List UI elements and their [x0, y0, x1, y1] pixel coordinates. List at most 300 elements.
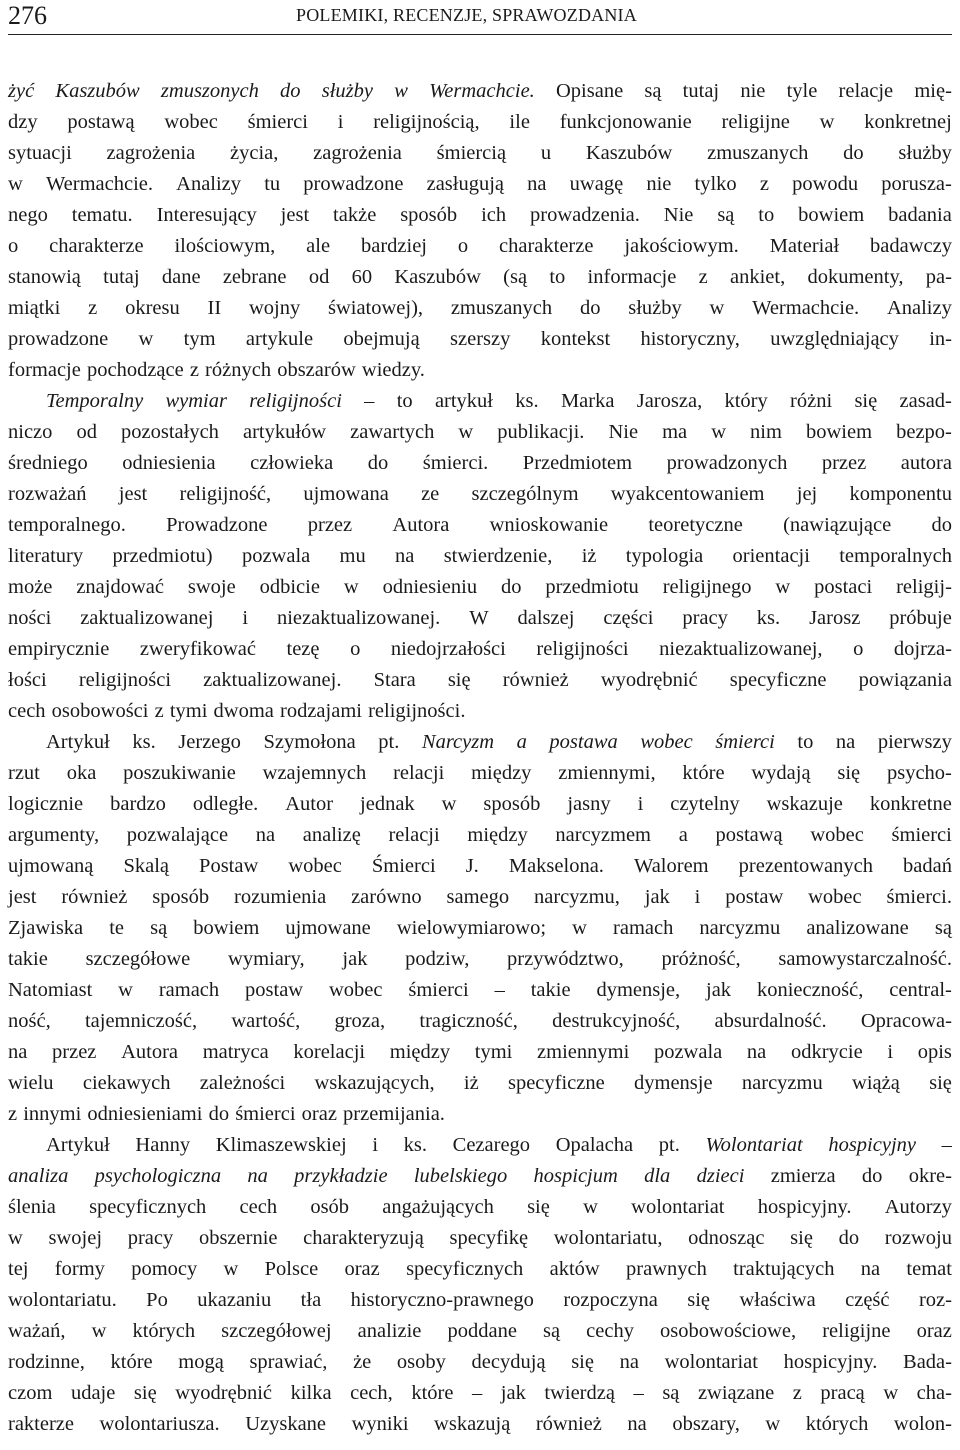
word: postawą	[67, 111, 135, 133]
word: niedojrzałości	[390, 638, 506, 660]
word: o	[853, 638, 864, 660]
word: Opracowa-	[860, 1010, 952, 1032]
word: się	[854, 390, 878, 412]
word: –	[364, 390, 375, 412]
word: okre-	[908, 1165, 952, 1187]
word: są	[543, 1320, 561, 1342]
word: i	[887, 1041, 894, 1063]
word: prowadzonych	[666, 452, 788, 474]
word: ważań,	[8, 1320, 66, 1342]
word: kilka	[290, 1382, 332, 1404]
word: się	[447, 669, 471, 691]
word: Walorem	[633, 855, 709, 877]
word: Postaw	[199, 855, 259, 877]
word: to	[797, 731, 814, 753]
word: dymensje,	[596, 979, 681, 1001]
word: uwzględniający	[770, 328, 899, 350]
text-line	[8, 138, 952, 169]
word: do	[838, 1227, 860, 1249]
text-line	[8, 1347, 952, 1378]
word: ankiet,	[729, 266, 786, 288]
word: Kaszubów	[394, 266, 481, 288]
word: funkcjonowanie	[559, 111, 692, 133]
word: konieczność,	[756, 979, 864, 1001]
word: dzy	[8, 111, 38, 133]
word: (nawiązujące	[783, 514, 892, 536]
word: Materiał	[769, 235, 840, 257]
word: jest	[118, 483, 148, 505]
word: są	[644, 80, 662, 102]
word: postaci	[814, 576, 873, 598]
word: ks.	[515, 390, 539, 412]
word: wskazuje	[766, 793, 843, 815]
word: w	[441, 793, 457, 815]
word: są	[662, 1382, 680, 1404]
word: bowiem	[806, 421, 873, 443]
word: ich	[481, 204, 507, 226]
word: jakościowym.	[624, 235, 739, 257]
text-line	[8, 479, 952, 510]
word: śmierci.	[886, 886, 952, 908]
word: Makselona.	[508, 855, 604, 877]
word: relacji	[388, 824, 440, 846]
word: wymiary,	[228, 948, 305, 970]
word: charakteryzują	[303, 1227, 424, 1249]
word: obszary,	[672, 1413, 740, 1435]
italic-word: wobec	[640, 731, 693, 753]
word: zawartych	[350, 421, 435, 443]
word: wolontariat	[631, 1196, 725, 1218]
word: rzut	[8, 762, 40, 784]
italic-word: dla	[644, 1165, 671, 1187]
word: i	[694, 886, 701, 908]
word: zmuszanych	[450, 297, 553, 319]
word: pozwala	[241, 545, 311, 567]
word: które	[682, 762, 725, 784]
word: formy	[54, 1258, 105, 1280]
italic-word: na	[247, 1165, 268, 1187]
word: oka	[66, 762, 97, 784]
word: są	[150, 917, 168, 939]
word: publikacji.	[497, 421, 585, 443]
word: Autor	[285, 793, 334, 815]
italic-word: Wermachcie.	[429, 80, 535, 102]
word: wobec	[810, 824, 864, 846]
italic-word: Narcyzm	[421, 731, 495, 753]
word: Stara	[373, 669, 416, 691]
word: na	[8, 1041, 28, 1063]
text-line	[8, 1223, 952, 1254]
word: do	[843, 142, 864, 164]
word: komponentu	[849, 483, 952, 505]
word: życia,	[230, 142, 279, 164]
word: Nie	[608, 421, 639, 443]
word: jak	[342, 948, 368, 970]
word: wielowymiarowo;	[396, 917, 547, 939]
word: przedmiotu	[545, 576, 639, 598]
word: na	[255, 824, 276, 846]
word: sytuacji	[8, 142, 72, 164]
word: tła	[300, 1289, 322, 1311]
word: Hanny	[135, 1134, 191, 1156]
word: odniesieniu	[382, 576, 478, 598]
word: argumenty,	[8, 824, 100, 846]
word: sposób	[483, 793, 541, 815]
word: religijności	[78, 669, 172, 691]
word: służby	[628, 297, 682, 319]
word: religijne	[721, 111, 790, 133]
word: ności	[8, 607, 52, 629]
word: jest	[8, 886, 37, 908]
text-line	[8, 1285, 952, 1316]
text-line	[8, 107, 952, 138]
word: dane	[161, 266, 201, 288]
word: odkrycie	[790, 1041, 863, 1063]
word: Cezarego	[452, 1134, 531, 1156]
italic-word: zmuszonych	[160, 80, 259, 102]
word: wyakcentowaniem	[610, 483, 765, 505]
word: tyle	[786, 80, 818, 102]
word: wartość,	[231, 1010, 301, 1032]
text-line	[8, 913, 952, 944]
text-line	[8, 1161, 952, 1192]
word: nie	[740, 80, 766, 102]
word: wyodrębnić	[600, 669, 698, 691]
word: ks.	[756, 607, 781, 629]
word: artykułów	[242, 421, 327, 443]
word: badań	[903, 855, 952, 877]
word: pracą	[820, 1382, 865, 1404]
text-line	[8, 665, 952, 696]
word: Skalą	[123, 855, 169, 877]
word: powiązania	[858, 669, 952, 691]
word: które	[411, 1382, 454, 1404]
running-head-title: POLEMIKI, RECENZJE, SPRAWOZDANIA	[296, 5, 637, 25]
word: ujmowaną	[8, 855, 94, 877]
word: tutaj	[682, 80, 720, 102]
word: zaktualizowanej.	[203, 669, 342, 691]
word: angażujących	[382, 1196, 494, 1218]
word: których	[132, 1320, 196, 1342]
word: których	[805, 1413, 869, 1435]
word: J.	[465, 855, 479, 877]
word: tutaj	[103, 266, 140, 288]
italic-word: do	[280, 80, 301, 102]
word: nim	[750, 421, 782, 443]
word: zasad-	[899, 390, 952, 412]
word: o	[8, 235, 19, 257]
word: informacje	[587, 266, 677, 288]
word: samowystarczalność.	[778, 948, 952, 970]
text-line	[8, 355, 952, 386]
text-line	[8, 1099, 952, 1130]
word: ze	[421, 483, 440, 505]
word: (są	[503, 266, 528, 288]
text-line	[8, 727, 952, 758]
word: okresu	[125, 297, 180, 319]
word: Interesujący	[156, 204, 257, 226]
word: na	[746, 1041, 767, 1063]
word: korelacji	[293, 1041, 366, 1063]
word: to	[758, 204, 775, 226]
italic-word: lubelskiego	[413, 1165, 508, 1187]
word: zebrane	[222, 266, 287, 288]
text-line	[8, 789, 952, 820]
word: prowadzenia.	[530, 204, 640, 226]
word: się	[527, 1196, 550, 1218]
word: śmierci	[408, 979, 469, 1001]
word: od	[308, 266, 330, 288]
word: w	[343, 576, 359, 598]
word: próżność,	[661, 948, 741, 970]
word: wskazujących,	[314, 1072, 435, 1094]
italic-word: śmierci	[715, 731, 775, 753]
word: średniego	[8, 452, 88, 474]
word: postawą	[715, 824, 783, 846]
word: specyfikę	[449, 1227, 529, 1249]
text-line	[8, 1130, 952, 1161]
word: zarówno	[351, 886, 422, 908]
word: W	[469, 607, 489, 629]
word: w	[91, 1320, 107, 1342]
word: dojrza-	[893, 638, 952, 660]
word: uwagę	[569, 173, 624, 195]
word: również	[61, 886, 128, 908]
word: różni	[790, 390, 833, 412]
word: rozwoju	[884, 1227, 952, 1249]
word: wolontariat	[664, 1351, 758, 1373]
word: ciekawych	[82, 1072, 171, 1094]
text-line	[8, 603, 952, 634]
word: bezpo-	[896, 421, 952, 443]
word: w	[765, 1413, 781, 1435]
word: wzajemnych	[262, 762, 367, 784]
word: cech,	[350, 1382, 393, 1404]
word: do	[861, 1165, 883, 1187]
word: jak	[706, 979, 732, 1001]
word: obejmują	[343, 328, 420, 350]
word: w	[711, 421, 726, 443]
word: tymi	[474, 1041, 513, 1063]
word: z	[759, 173, 769, 195]
text-line	[8, 448, 952, 479]
word: religijności	[536, 638, 629, 660]
italic-word: służby	[321, 80, 373, 102]
word: charakterze	[49, 235, 144, 257]
word: rozpoczyna	[563, 1289, 658, 1311]
word: czytelny	[670, 793, 740, 815]
text-line	[8, 169, 952, 200]
word: logicznie	[8, 793, 84, 815]
word: Artykuł	[46, 1134, 110, 1156]
word: który	[724, 390, 768, 412]
word: bowiem	[193, 917, 260, 939]
word: Autorzy	[884, 1196, 952, 1218]
word: czom	[8, 1382, 53, 1404]
word: postaw	[725, 886, 784, 908]
word: wobec	[164, 111, 218, 133]
text-line	[8, 572, 952, 603]
word: się	[929, 1072, 952, 1094]
word: narcyzmem	[555, 824, 652, 846]
word: u	[540, 142, 552, 164]
text-line	[8, 634, 952, 665]
word: wolontariatu,	[553, 1227, 663, 1249]
word: oraz	[916, 1320, 952, 1342]
word: cech	[239, 1196, 278, 1218]
word: także	[333, 204, 377, 226]
word: w	[223, 1258, 239, 1280]
text-line	[8, 1192, 952, 1223]
word: Jerzego	[178, 731, 241, 753]
text-line	[8, 696, 952, 727]
italic-word: dzieci	[696, 1165, 745, 1187]
word: Opalacha	[555, 1134, 634, 1156]
word: dymensje	[634, 1072, 713, 1094]
word: cha-	[916, 1382, 952, 1404]
italic-word: Temporalny	[46, 390, 144, 412]
word: central-	[889, 979, 952, 1001]
text-line	[8, 231, 952, 262]
word: i	[337, 111, 344, 133]
word: tezę	[286, 638, 320, 660]
text-line	[8, 851, 952, 882]
word: i	[637, 793, 644, 815]
word: w	[118, 979, 133, 1001]
word: światowej),	[327, 297, 424, 319]
word: bardzo	[110, 793, 166, 815]
word: matryca	[202, 1041, 269, 1063]
word: orientacji	[732, 545, 810, 567]
word: w	[709, 297, 725, 319]
text-line	[8, 975, 952, 1006]
word: niezaktualizowanej.	[276, 607, 441, 629]
word: wyodrębnić	[175, 1382, 273, 1404]
word: wojny	[248, 297, 301, 319]
italic-word: postawa	[549, 731, 618, 753]
word: pt.	[378, 731, 400, 753]
word: autora	[900, 452, 952, 474]
word: decydują	[471, 1351, 546, 1373]
word: zaktualizowanej	[80, 607, 214, 629]
word: znajdować	[76, 576, 164, 598]
word: groza,	[334, 1010, 386, 1032]
word: są	[717, 204, 735, 226]
word: pa-	[925, 266, 952, 288]
word: niczo	[8, 421, 53, 443]
word: rozumienia	[234, 886, 327, 908]
word: może	[8, 576, 53, 598]
text-line	[8, 1316, 952, 1347]
word: twierdzą	[544, 1382, 615, 1404]
text-line	[8, 882, 952, 913]
word: iż	[463, 1072, 479, 1094]
word: osoby	[396, 1351, 446, 1373]
word: części	[603, 607, 654, 629]
word: zasługują	[426, 173, 505, 195]
text-line	[8, 76, 952, 107]
word: między	[389, 1041, 451, 1063]
word: destrukcyjność,	[552, 1010, 681, 1032]
word: stanowią	[8, 266, 81, 288]
text-line	[8, 200, 952, 231]
word: również	[535, 1413, 602, 1435]
word: wobec	[328, 979, 383, 1001]
word: śmiercią	[436, 142, 507, 164]
word: temat	[906, 1258, 952, 1280]
body-text	[8, 76, 952, 1440]
italic-word: wymiar	[165, 390, 227, 412]
word: historyczno-prawnego	[350, 1289, 534, 1311]
word: ale	[306, 235, 331, 257]
word: w	[775, 576, 791, 598]
word: Śmierci	[371, 855, 436, 877]
word: 60	[351, 266, 373, 288]
word: Klimaszewskiej	[215, 1134, 347, 1156]
word: na	[835, 731, 856, 753]
word: pracy	[682, 607, 728, 629]
word: swoje	[187, 576, 236, 598]
word: mię-	[914, 80, 952, 102]
text-line	[8, 1409, 952, 1440]
word: odniesienia	[122, 452, 216, 474]
word: udaje	[70, 1382, 116, 1404]
italic-word: religijności	[249, 390, 342, 412]
word: od	[76, 421, 97, 443]
word: przywództwo,	[507, 948, 624, 970]
word: tym	[183, 328, 216, 350]
word: –	[472, 1382, 483, 1404]
word: kontekst	[540, 328, 611, 350]
word: postaw	[245, 979, 304, 1001]
word: iż	[581, 545, 597, 567]
word: ujmowane	[285, 917, 371, 939]
word: właściwa	[739, 1289, 816, 1311]
word: wolontariatu.	[8, 1289, 117, 1311]
word: dokumenty,	[807, 266, 904, 288]
word: wskazują	[434, 1413, 511, 1435]
word: Wermachcie.	[752, 297, 860, 319]
word: temporalnego.	[8, 514, 126, 536]
italic-word: w	[394, 80, 408, 102]
text-segment: cech osobowości z tymi dwoma rodzajami religijności.	[8, 700, 466, 722]
word: się	[837, 762, 861, 784]
word: religijnością,	[373, 111, 480, 133]
word: zagrożenia	[106, 142, 196, 164]
text-line	[8, 1068, 952, 1099]
italic-word: hospicyjny	[828, 1134, 916, 1156]
word: relacji	[393, 762, 445, 784]
text-line	[8, 386, 952, 417]
text-segment: z innymi odniesieniami do śmierci oraz przemijania.	[8, 1103, 445, 1125]
text-line	[8, 1254, 952, 1285]
word: Bada-	[903, 1351, 952, 1373]
word: Marka	[560, 390, 615, 412]
word: przez	[821, 452, 867, 474]
word: służby	[898, 142, 952, 164]
word: i	[372, 1134, 379, 1156]
text-line	[8, 510, 952, 541]
word: osób	[310, 1196, 350, 1218]
word: –	[633, 1382, 644, 1404]
text-line	[8, 944, 952, 975]
text-line	[8, 293, 952, 324]
word: wnioskowanie	[489, 514, 609, 536]
text-line	[8, 820, 952, 851]
word: niezaktualizowanej,	[659, 638, 823, 660]
word: ma	[662, 421, 688, 443]
word: religijnego	[662, 576, 752, 598]
